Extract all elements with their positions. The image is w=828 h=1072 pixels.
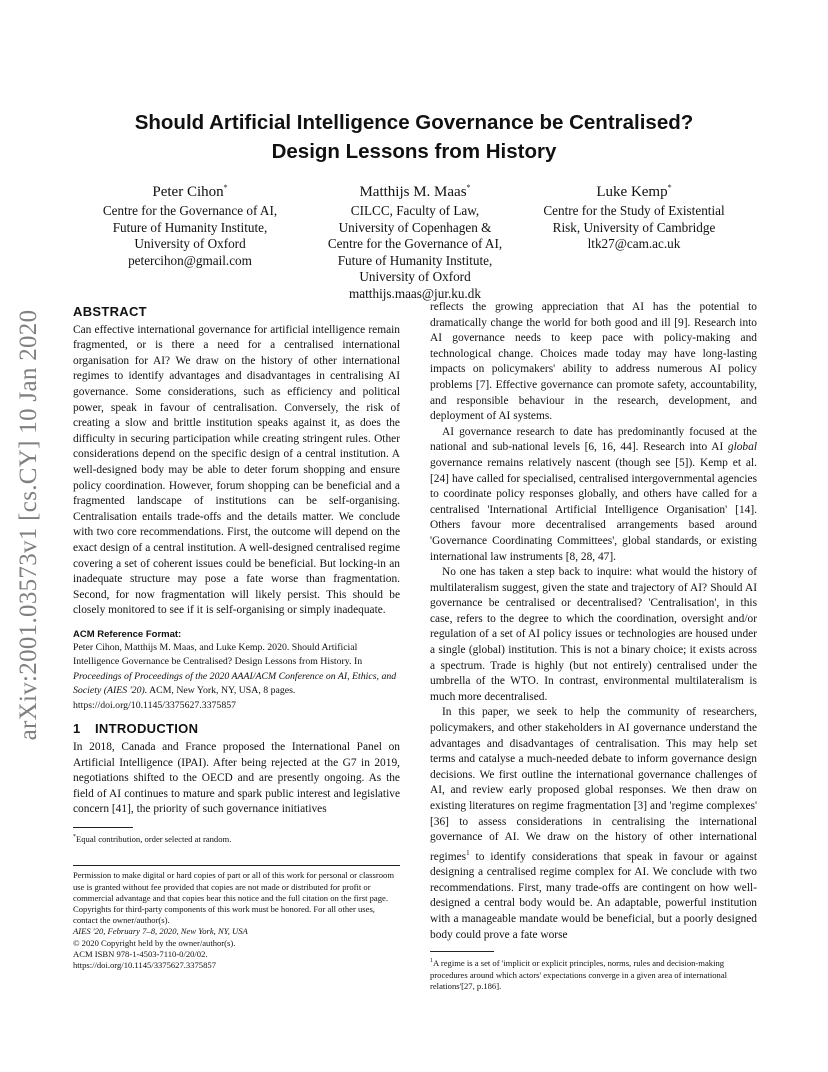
- author-mark: *: [667, 183, 672, 192]
- footnote-1: [430, 956, 757, 992]
- affiliation-line: CILCC, Faculty of Law,: [350, 203, 480, 218]
- permission-text: Permission to make digital or hard copies of part or all of this work for personal or classroom use is granted without fee provided that copies are not made or distributed for profit or commercial advantage and that copies bear this notice and the full citation on the first page. Copyrights for third-party components of this work must be honored. For all other uses, contact the owner/author(s).: [73, 870, 394, 926]
- paragraph-text: governance remains relatively nascent (though see [5]). Kemp et al. [24] have called for specialised, centralised intergovernmental agencies to coordinate policy responses globally, and others have called for a centralised 'International Artificial Intelligence Organisation' [14]. Others favour more decentralised arrangements based around 'Governance Coordinating Committees', global standards, or existing international law instruments [8, 28, 47].: [430, 456, 757, 563]
- author-block: [70, 178, 758, 301]
- paper-title: [90, 108, 738, 166]
- footnote-mark: *: [73, 833, 76, 840]
- arxiv-identifier: arXiv:2001.03573v1 [cs.CY] 10 Jan 2020: [15, 309, 42, 741]
- acm-reference-part1: Peter Cihon, Matthijs M. Maas, and Luke Kemp. 2020. Should Artificial Intelligence Governance be Centralised? Design Lessons from History. In: [73, 641, 363, 668]
- footnote-reference: 1: [466, 848, 470, 857]
- author-2: [306, 178, 524, 302]
- intro-paragraph-1-right: reflects the growing appreciation that AI has the potential to dramatically change the world for both good and ill [9]. Research into AI governance needs to keep pace with policy-making and technological change. Choices made today may have long-lasting impacts on policymakers' ability to address numerous AI policy problems [7]. Effective governance can promote safety, accountability, and responsible behaviour in the research, development, and deployment of AI systems.: [430, 301, 757, 423]
- title-line-1: Should Artificial Intelligence Governance be Centralised?: [134, 111, 694, 134]
- permission-notice: [73, 865, 400, 971]
- section-number: 1: [73, 721, 81, 737]
- affiliation-line: Centre for the Study of Existential: [543, 203, 725, 218]
- author-mark: *: [223, 183, 228, 192]
- acm-reference-heading: ACM Reference Format:: [73, 628, 182, 640]
- footnote-text: Equal contribution, order selected at random.: [76, 833, 232, 844]
- affiliation-line: Risk, University of Cambridge: [552, 219, 716, 235]
- right-column: [430, 300, 757, 993]
- isbn-line: ACM ISBN 978-1-4503-7110-0/20/02.: [73, 948, 208, 959]
- acm-reference-text: [73, 641, 400, 714]
- author-mark: *: [466, 183, 471, 192]
- affiliation-line: University of Oxford: [359, 269, 471, 284]
- left-column: [73, 300, 400, 971]
- acm-reference-venue: Proceedings of Proceedings of the 2020 AAAI/ACM Conference on AI, Ethics, and Society (AIES '20).: [73, 670, 397, 697]
- title-line-2: Design Lessons from History: [271, 140, 557, 163]
- author-name: Peter Cihon: [152, 184, 224, 200]
- doi-line: https://doi.org/10.1145/3375627.3375857: [73, 959, 216, 970]
- affiliation-line: Centre for the Governance of AI,: [102, 203, 278, 218]
- author-name: Luke Kemp: [596, 184, 668, 200]
- footnote-equal-contribution: [73, 832, 400, 845]
- affiliation-line: University of Oxford: [134, 236, 246, 251]
- footnote-rule: [73, 827, 133, 828]
- author-email: petercihon@gmail.com: [128, 252, 252, 268]
- paragraph-text: to identify considerations that speak in favour or against designing a centralised regime complex for AI. We conclude with two recommendations. First, many trade-offs are contingent on how well-designed a central body would be. An adaptable, powerful institution with a manageable mandate would be beneficial, but a poorly designed body could prove a fate worse: [430, 850, 757, 941]
- abstract-heading: ABSTRACT: [73, 304, 147, 319]
- intro-paragraph-3: No one has taken a step back to inquire: what would the history of multilateralism suggest, given the state and trajectory of AI? Should AI governance be centralised or decentralised? 'Centralisation', in this case, refers to the degree to which the coordination, oversight and/or regulation of a set of AI policy issues or technologies are housed under a single (global) institution. This is not a binary choice; it exists across a spectrum. Trade is highly (but not entirely) centralised under the umbrella of the WTO. In contrast, environmental multilateralism is much more decentralised.: [430, 566, 757, 703]
- footnote-rule: [430, 951, 494, 952]
- copyright-line: © 2020 Copyright held by the owner/author(s).: [73, 937, 236, 948]
- intro-paragraph-1-left: In 2018, Canada and France proposed the International Panel on Artificial Intelligence (IPAI). After being rejected at the G7 in 2019, negotiations shifted to the OECD and are presently ongoing. As the field of AI continues to mature and spark public interest and legislative concern [41], the priority of such governance initiatives: [73, 740, 400, 816]
- affiliation-line: Centre for the Governance of AI,: [327, 236, 503, 251]
- abstract-text: Can effective international governance for artificial intelligence remain fragmented, or is there a need for a centralised international organisation for AI? We draw on the history of other international regimes to identify advantages and disadvantages in centralising AI governance. Some considerations, such as efficiency and political power, speak in favour of centralisation. Conversely, the risk of creating a slow and brittle institution speaks against it, as does the difficulty in securing participation while creating stringent rules. Other considerations depend on the specific design of a central institution. A well-designed body may be able to deter forum shopping and ensure policy coordination. However, forum shopping can be beneficial and a fragmented landscape of institutions can be self-organising. Centralisation entails trade-offs and the details matter. We conclude with two core recommendations. First, the outcome will depend on the exact design of a central institution. A well-designed centralised regime covering a set of coherent issues could be beneficial. But locking-in an inadequate structure may pose a fate worse than fragmentation. Second, for now fragmentation will likely persist. This should be closely monitored to see if it is self-organising or simply inadequate.: [73, 323, 400, 617]
- author-name: Matthijs M. Maas: [359, 184, 467, 200]
- emphasis-global: global: [727, 441, 757, 454]
- author-email: ltk27@cam.ac.uk: [587, 236, 681, 251]
- paragraph-text: In this paper, we seek to help the community of researchers, policymakers, and other stakeholders in AI governance understand the advantages and disadvantages of centralisation. This may help set terms and catalyse a much-needed debate to inform governance design decisions. We first outline the international governance challenges of AI, and review early proposed global responses. We then draw on existing literatures on regime fragmentation [3] and 'regime complexes' [36] to assess considerations in centralising the international governance of AI. We draw on the history of other international regimes: [430, 706, 757, 863]
- footnote-mark: 1: [430, 958, 433, 965]
- author-email: matthijs.maas@jur.ku.dk: [349, 285, 481, 301]
- section-title: INTRODUCTION: [95, 721, 199, 737]
- affiliation-line: Future of Humanity Institute,: [337, 252, 493, 268]
- intro-paragraph-2: [430, 425, 757, 565]
- author-1: [70, 178, 310, 269]
- affiliation-line: Future of Humanity Institute,: [112, 219, 268, 235]
- affiliation-line: University of Copenhagen &: [338, 219, 492, 235]
- acm-reference-part2: ACM, New York, NY, USA, 8 pages. https://doi.org/10.1145/3375627.3375857: [73, 685, 296, 711]
- conference-venue: AIES '20, February 7–8, 2020, New York, NY, USA: [73, 926, 248, 937]
- arxiv-sidebar: [6, 290, 52, 760]
- intro-paragraph-4: [430, 705, 757, 943]
- paragraph-text: AI governance research to date has predominantly focused at the national and sub-national levels [6, 16, 44]. Research into AI: [430, 425, 757, 454]
- section-heading-introduction: [73, 721, 400, 737]
- author-3: [514, 178, 754, 253]
- footnote-text: A regime is a set of 'implicit or explicit principles, norms, rules and decision-making procedures around which actors' expectations converge in a given area of international relations'[27, p.186].: [430, 958, 728, 991]
